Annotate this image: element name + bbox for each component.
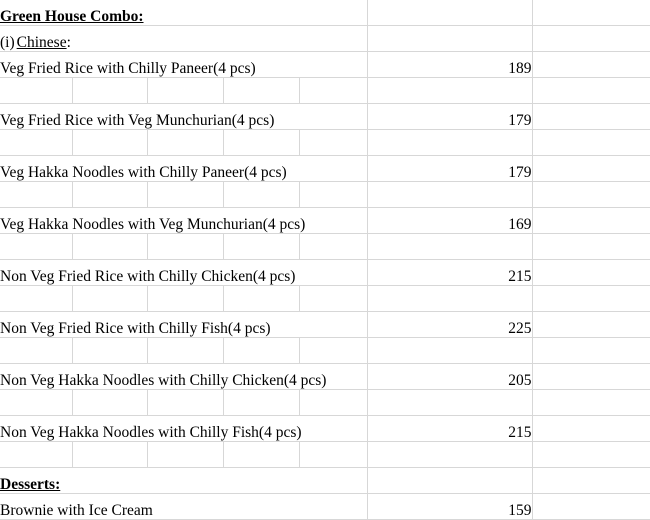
item-price: 215: [367, 260, 532, 286]
item-name-text: Non Veg Hakka Noodles with Chilly Chicken(4 pcs): [0, 371, 327, 389]
cell-empty: [299, 442, 367, 468]
spacer-row: [0, 442, 650, 468]
cell-empty: [532, 208, 650, 234]
cell-empty: [367, 78, 532, 104]
item-price: 179: [367, 156, 532, 182]
item-name-text: Veg Hakka Noodles with Chilly Paneer(4 pcs): [0, 163, 287, 181]
table-row: [0, 52, 650, 78]
item-price: 159: [367, 494, 532, 520]
item-name: [0, 104, 367, 130]
cell-empty: [147, 286, 223, 312]
table-row: [0, 312, 650, 338]
item-name: [0, 312, 367, 338]
cell-empty: [72, 182, 147, 208]
cell-empty: [223, 182, 299, 208]
item-price: 215: [367, 416, 532, 442]
section-heading-text: Green House Combo:: [0, 7, 144, 25]
item-price: 179: [367, 104, 532, 130]
spacer-row: [0, 182, 650, 208]
item-name: [0, 52, 367, 78]
cell-empty: [299, 182, 367, 208]
cell-empty: [0, 234, 72, 260]
cell-empty: [72, 338, 147, 364]
cell-empty: [367, 286, 532, 312]
cell-empty: [223, 390, 299, 416]
spacer-row: [0, 286, 650, 312]
subsection-suffix: :: [66, 33, 71, 51]
cell-empty: [532, 390, 650, 416]
item-name-text: Non Veg Fried Rice with Chilly Chicken(4 pcs): [0, 267, 296, 285]
cell-empty: [367, 338, 532, 364]
cell-empty: [532, 286, 650, 312]
table-row: [0, 104, 650, 130]
cell-empty: [72, 130, 147, 156]
item-price: 225: [367, 312, 532, 338]
cell-empty: [532, 130, 650, 156]
cell-empty: [532, 26, 650, 52]
cell-empty: [532, 260, 650, 286]
section-heading: [0, 0, 367, 26]
cell-empty: [532, 0, 650, 26]
cell-empty: [532, 338, 650, 364]
item-name: [0, 416, 367, 442]
item-name-text: Veg Hakka Noodles with Veg Munchurian(4 pcs): [0, 215, 306, 233]
cell-empty: [299, 390, 367, 416]
cell-empty: [367, 468, 532, 494]
spacer-row: [0, 234, 650, 260]
cell-empty: [147, 78, 223, 104]
item-price: 205: [367, 364, 532, 390]
spacer-row: [0, 390, 650, 416]
cell-empty: [147, 234, 223, 260]
item-name: [0, 494, 367, 520]
table-row: [0, 26, 650, 52]
cell-empty: [147, 182, 223, 208]
cell-empty: [532, 364, 650, 390]
item-name-text: Veg Fried Rice with Chilly Paneer(4 pcs): [0, 59, 256, 77]
cell-empty: [0, 182, 72, 208]
cell-empty: [367, 442, 532, 468]
cell-empty: [223, 234, 299, 260]
cell-empty: [532, 234, 650, 260]
cell-empty: [0, 442, 72, 468]
cell-empty: [72, 286, 147, 312]
cell-empty: [367, 130, 532, 156]
cell-empty: [532, 156, 650, 182]
item-name: [0, 156, 367, 182]
cell-empty: [367, 0, 532, 26]
cell-empty: [147, 130, 223, 156]
cell-empty: [147, 338, 223, 364]
cell-empty: [299, 130, 367, 156]
cell-empty: [0, 130, 72, 156]
item-price: 189: [367, 52, 532, 78]
cell-empty: [0, 78, 72, 104]
subsection-heading-text: [0, 35, 75, 51]
cell-empty: [223, 286, 299, 312]
item-name-text: Non Veg Hakka Noodles with Chilly Fish(4 pcs): [0, 423, 302, 441]
cell-empty: [0, 338, 72, 364]
item-name: [0, 364, 367, 390]
cell-empty: [532, 442, 650, 468]
cell-empty: [72, 390, 147, 416]
subsection-underlined: Chinese: [16, 33, 67, 51]
cell-empty: [532, 104, 650, 130]
spacer-row: [0, 78, 650, 104]
subsection-heading: [0, 26, 367, 52]
cell-empty: [532, 182, 650, 208]
table-row: [0, 208, 650, 234]
cell-empty: [223, 338, 299, 364]
item-price: 169: [367, 208, 532, 234]
item-name: [0, 208, 367, 234]
table-row: [0, 156, 650, 182]
cell-empty: [72, 78, 147, 104]
cell-empty: [0, 286, 72, 312]
item-name-text: Non Veg Fried Rice with Chilly Fish(4 pcs): [0, 319, 271, 337]
table-row: [0, 468, 650, 494]
item-name-text: Veg Fried Rice with Veg Munchurian(4 pcs): [0, 111, 275, 129]
cell-empty: [367, 26, 532, 52]
cell-empty: [72, 442, 147, 468]
table-row: [0, 494, 650, 520]
cell-empty: [532, 312, 650, 338]
cell-empty: [0, 390, 72, 416]
cell-empty: [223, 78, 299, 104]
table-row: [0, 364, 650, 390]
subsection-prefix: (i): [0, 33, 15, 51]
cell-empty: [367, 182, 532, 208]
table-row: [0, 416, 650, 442]
cell-empty: [532, 494, 650, 520]
cell-empty: [299, 286, 367, 312]
cell-empty: [367, 390, 532, 416]
cell-empty: [223, 130, 299, 156]
cell-empty: [532, 416, 650, 442]
spacer-row: [0, 130, 650, 156]
cell-empty: [299, 338, 367, 364]
cell-empty: [367, 234, 532, 260]
item-name-text: Brownie with Ice Cream: [0, 501, 153, 519]
spacer-row: [0, 338, 650, 364]
cell-empty: [147, 390, 223, 416]
cell-empty: [223, 442, 299, 468]
cell-empty: [147, 442, 223, 468]
cell-empty: [299, 234, 367, 260]
cell-empty: [532, 468, 650, 494]
table-row: [0, 0, 650, 26]
section-heading: [0, 468, 367, 494]
cell-empty: [532, 52, 650, 78]
table-row: [0, 260, 650, 286]
item-name: [0, 260, 367, 286]
cell-empty: [299, 78, 367, 104]
section-heading-text: Desserts:: [0, 475, 61, 493]
cell-empty: [72, 234, 147, 260]
cell-empty: [532, 78, 650, 104]
